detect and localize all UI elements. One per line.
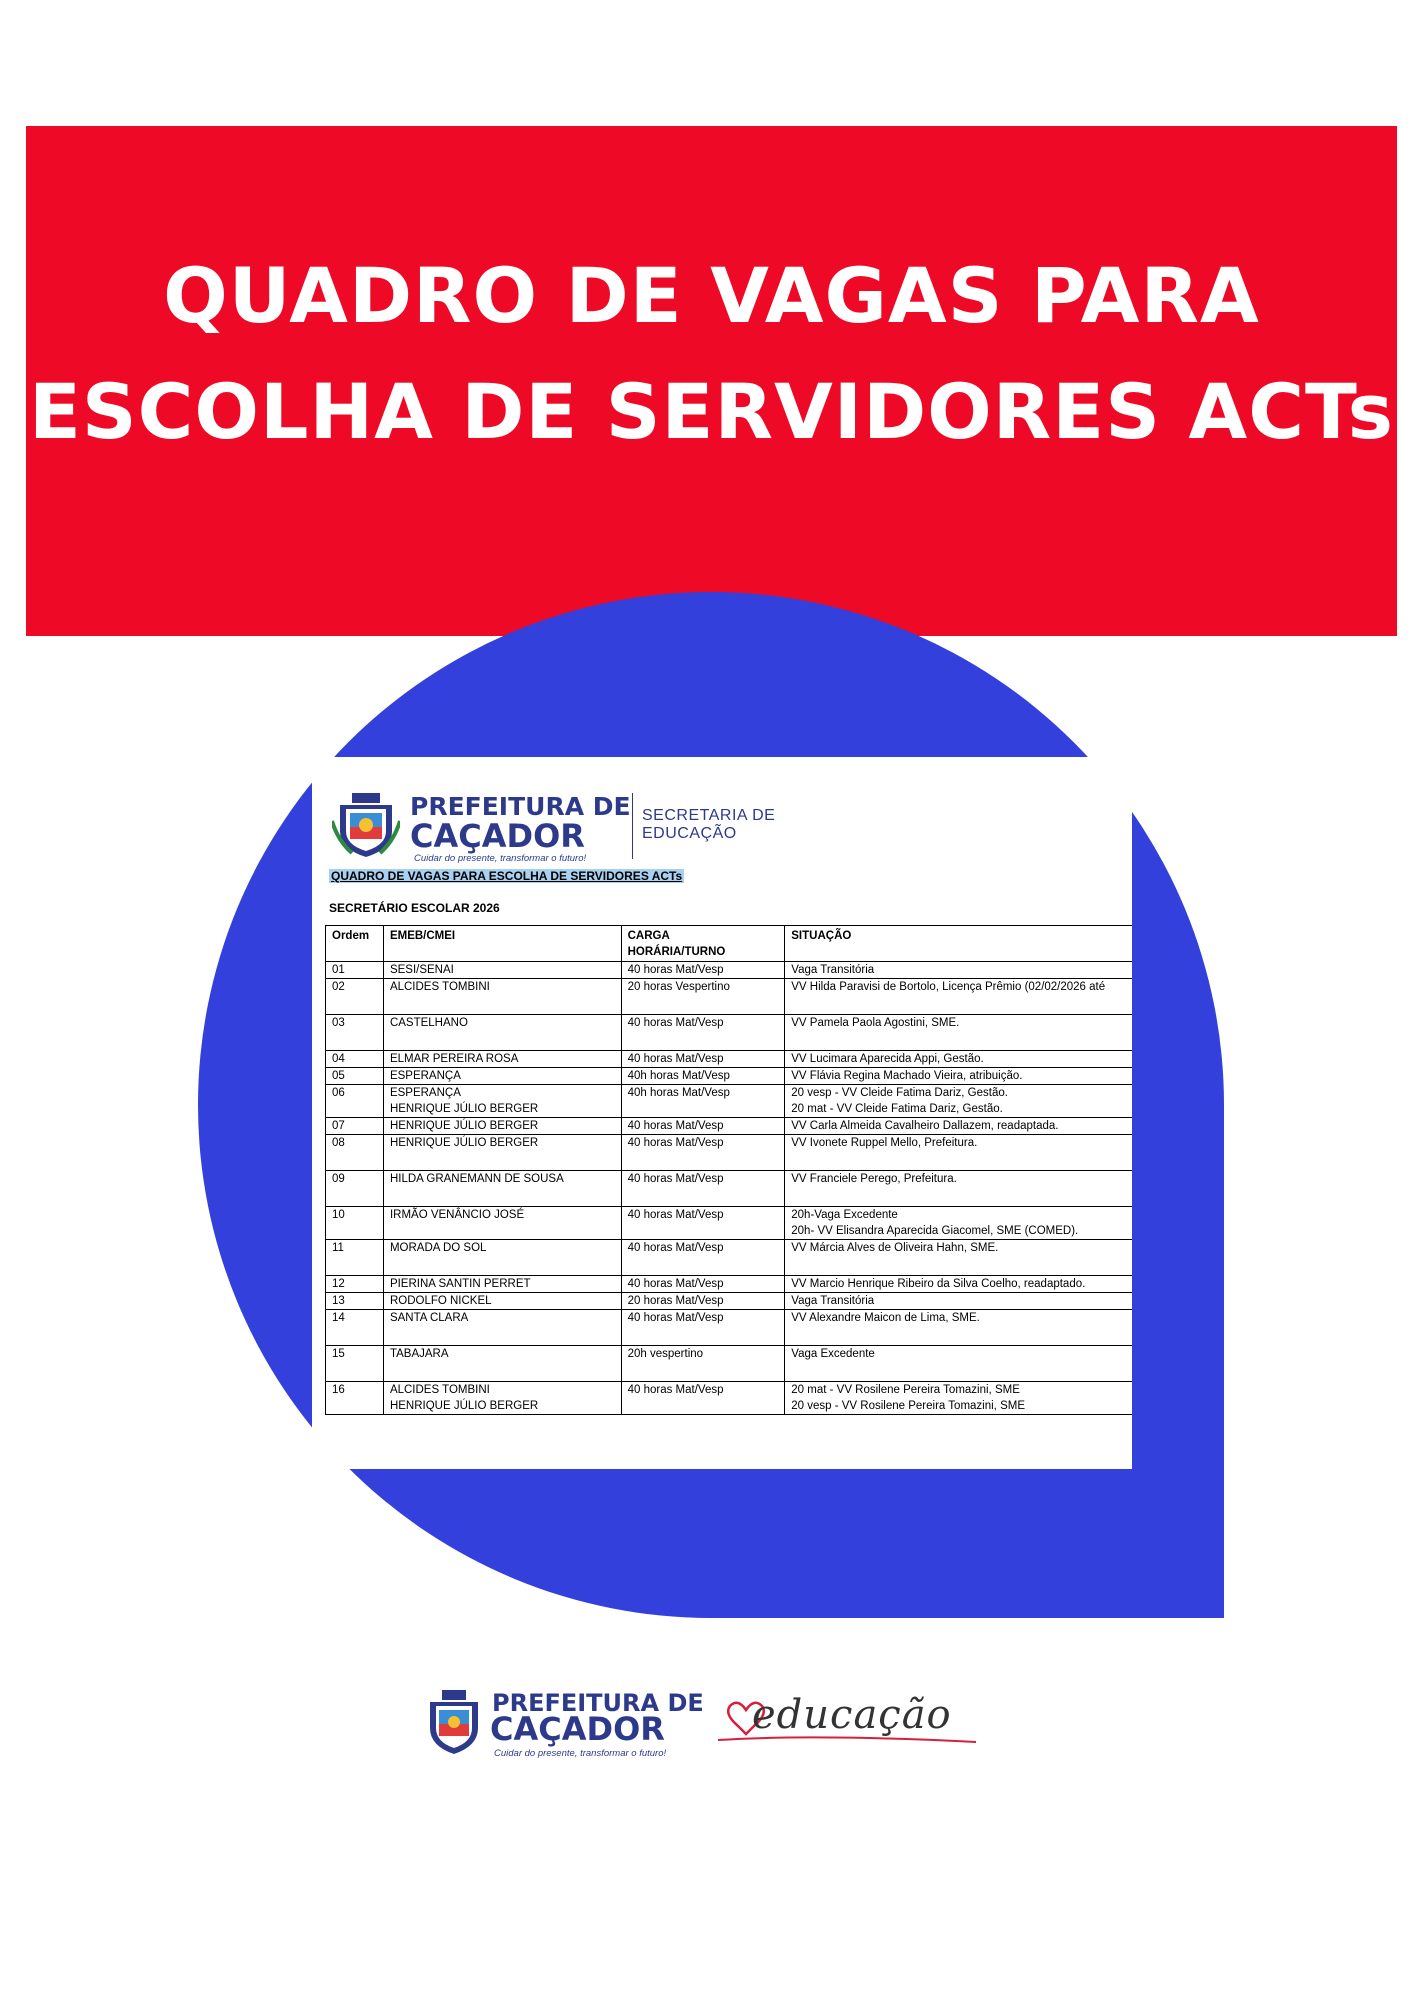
cell-situacao-line: 20 vesp - VV Cleide Fatima Dariz, Gestão. — [791, 1087, 1008, 1099]
secretaria-line2: EDUCAÇÃO — [642, 825, 737, 842]
cell-escola — [383, 1310, 621, 1346]
cell-situacao — [785, 1171, 1132, 1207]
cell-escola — [383, 962, 621, 979]
cell-situacao-line: 20h-Vaga Excedente — [791, 1209, 898, 1221]
footer-prefeitura-logo — [424, 1688, 704, 1758]
cell-escola-line: HENRIQUE JÚLIO BERGER — [389, 1120, 539, 1132]
cell-escola-line: HENRIQUE JÚLIO BERGER — [389, 1103, 539, 1115]
cell-carga: 20 horas Mat/Vesp — [621, 1293, 785, 1310]
table-row — [326, 1207, 1133, 1240]
cell-situacao — [785, 1382, 1132, 1415]
cell-escola — [383, 1171, 621, 1207]
cell-situacao-line: VV Lucimara Aparecida Appi, Gestão. — [791, 1053, 984, 1065]
cell-escola-line: PIERINA SANTIN PERRET — [389, 1278, 531, 1290]
table-row — [326, 962, 1133, 979]
footer-brand-line1: PREFEITURA DE — [492, 1689, 704, 1717]
table-row — [326, 1171, 1133, 1207]
cell-escola-line: HENRIQUE JÚLIO BERGER — [389, 1400, 539, 1412]
cell-escola-line: ELMAR PEREIRA ROSA — [389, 1053, 519, 1065]
cell-ordem: 04 — [326, 1051, 384, 1068]
cell-situacao-line: VV Márcia Alves de Oliveira Hahn, SME. — [791, 1242, 999, 1254]
cell-ordem: 15 — [326, 1346, 384, 1382]
banner-title — [26, 238, 1397, 470]
cell-situacao-line: VV Ivonete Ruppel Mello, Prefeitura. — [791, 1137, 978, 1149]
cell-situacao-line: VV Alexandre Maicon de Lima, SME. — [791, 1312, 980, 1324]
cell-escola-line: SANTA CLARA — [389, 1312, 469, 1324]
secretaria-label — [642, 807, 775, 843]
cell-situacao-line: VV Marcio Henrique Ribeiro da Silva Coelho, readaptado. — [791, 1278, 1086, 1290]
cell-situacao — [785, 1015, 1132, 1051]
cell-situacao — [785, 1346, 1132, 1382]
cell-ordem: 11 — [326, 1240, 384, 1276]
cell-escola — [383, 1240, 621, 1276]
educacao-text: educação — [752, 1692, 952, 1738]
cell-ordem: 10 — [326, 1207, 384, 1240]
cell-situacao-line: 20 vesp - VV Rosilene Pereira Tomazini, SME — [791, 1400, 1025, 1412]
cell-carga: 40 horas Mat/Vesp — [621, 962, 785, 979]
cell-situacao-line: 20h- VV Elisandra Aparecida Giacomel, SME (COMED). — [791, 1225, 1079, 1237]
table-row — [326, 1085, 1133, 1118]
cell-escola — [383, 1276, 621, 1293]
cell-carga: 20 horas Vespertino — [621, 979, 785, 1015]
table-row — [326, 1051, 1133, 1068]
cell-ordem: 06 — [326, 1085, 384, 1118]
header-situacao: SITUAÇÃO — [785, 926, 1132, 962]
cell-carga: 40 horas Mat/Vesp — [621, 1015, 785, 1051]
cell-escola-line: TABAJARA — [389, 1348, 449, 1360]
header-carga — [621, 926, 785, 962]
cell-situacao — [785, 1068, 1132, 1085]
table-row — [326, 1240, 1133, 1276]
cell-escola — [383, 1346, 621, 1382]
cell-carga: 40 horas Mat/Vesp — [621, 1118, 785, 1135]
cell-carga: 40 horas Mat/Vesp — [621, 1382, 785, 1415]
cell-escola-line: ESPERANÇA — [389, 1070, 461, 1082]
cell-escola — [383, 1382, 621, 1415]
cell-situacao-line: VV Pamela Paola Agostini, SME. — [791, 1017, 960, 1029]
secretaria-line1: SECRETARIA DE — [642, 807, 776, 824]
cell-ordem: 01 — [326, 962, 384, 979]
cell-ordem: 08 — [326, 1135, 384, 1171]
cell-situacao — [785, 1051, 1132, 1068]
cell-ordem: 03 — [326, 1015, 384, 1051]
cell-situacao-line: Vaga Transitória — [791, 1295, 875, 1307]
cell-escola — [383, 1118, 621, 1135]
brand-name-line1: PREFEITURA DE — [410, 792, 631, 821]
cell-ordem: 12 — [326, 1276, 384, 1293]
cell-escola-line: IRMÃO VENÂNCIO JOSÉ — [389, 1209, 525, 1221]
cell-escola-line: RODOLFO NICKEL — [389, 1295, 492, 1307]
cell-situacao — [785, 1118, 1132, 1135]
cell-situacao-line: VV Franciele Perego, Prefeitura. — [791, 1173, 957, 1185]
footer-slogan: Cuidar do presente, transformar o futuro! — [494, 1748, 667, 1759]
cell-ordem: 05 — [326, 1068, 384, 1085]
header-carga-line1: CARGA — [627, 930, 670, 942]
brand-name-line2: CAÇADOR — [410, 817, 585, 855]
brand-slogan: Cuidar do presente, transformar o futuro! — [414, 853, 587, 864]
footer-brand-line2: CAÇADOR — [490, 1710, 665, 1748]
header-carga-line2: HORÁRIA/TURNO — [627, 946, 726, 958]
cell-carga: 40h horas Mat/Vesp — [621, 1085, 785, 1118]
cell-situacao-line: VV Carla Almeida Cavalheiro Dallazem, readaptada. — [791, 1120, 1059, 1132]
table-header-row — [326, 926, 1133, 962]
vacancy-table — [325, 925, 1132, 1415]
cell-carga: 40 horas Mat/Vesp — [621, 1240, 785, 1276]
table-row — [326, 1276, 1133, 1293]
document-header — [332, 789, 832, 863]
cell-ordem: 16 — [326, 1382, 384, 1415]
cell-escola — [383, 1207, 621, 1240]
cell-situacao-line: Vaga Transitória — [791, 964, 875, 976]
cell-escola-line: ESPERANÇA — [389, 1087, 461, 1099]
cell-situacao-line: VV Hilda Paravisi de Bortolo, Licença Prêmio (02/02/2026 até — [791, 981, 1106, 993]
header-escola: EMEB/CMEI — [383, 926, 621, 962]
cell-situacao — [785, 1310, 1132, 1346]
cell-escola — [383, 1135, 621, 1171]
footer-crest-icon — [424, 1688, 484, 1756]
cell-carga: 40 horas Mat/Vesp — [621, 1276, 785, 1293]
cell-escola-line: ALCIDES TOMBINI — [389, 981, 490, 993]
table-body — [326, 962, 1133, 1415]
cell-escola-line: ALCIDES TOMBINI — [389, 1384, 490, 1396]
cell-carga: 40h horas Mat/Vesp — [621, 1068, 785, 1085]
cell-situacao — [785, 962, 1132, 979]
document-subtitle: SECRETÁRIO ESCOLAR 2026 — [329, 901, 500, 915]
cell-carga: 20h vespertino — [621, 1346, 785, 1382]
table-row — [326, 1346, 1133, 1382]
cell-ordem: 07 — [326, 1118, 384, 1135]
cell-escola — [383, 1085, 621, 1118]
cell-ordem: 13 — [326, 1293, 384, 1310]
cell-ordem: 09 — [326, 1171, 384, 1207]
cell-situacao-line: VV Flávia Regina Machado Vieira, atribuição. — [791, 1070, 1023, 1082]
header-ordem: Ordem — [326, 926, 384, 962]
table-row — [326, 1068, 1133, 1085]
cell-carga: 40 horas Mat/Vesp — [621, 1171, 785, 1207]
cell-situacao-line: 20 mat - VV Rosilene Pereira Tomazini, SME — [791, 1384, 1020, 1396]
cell-carga: 40 horas Mat/Vesp — [621, 1135, 785, 1171]
cell-situacao-line: 20 mat - VV Cleide Fatima Dariz, Gestão. — [791, 1103, 1003, 1115]
cell-ordem: 14 — [326, 1310, 384, 1346]
cell-escola — [383, 979, 621, 1015]
brand-divider — [632, 793, 633, 859]
cell-escola-line: MORADA DO SOL — [389, 1242, 487, 1254]
table-row — [326, 1135, 1133, 1171]
table-row — [326, 1293, 1133, 1310]
banner-title-line1: QUADRO DE VAGAS PARA — [163, 251, 1260, 340]
cell-situacao — [785, 1085, 1132, 1118]
cell-escola-line: HILDA GRANEMANN DE SOUSA — [389, 1173, 564, 1185]
document-title: QUADRO DE VAGAS PARA ESCOLHA DE SERVIDORES ACTs — [331, 869, 683, 883]
cell-escola — [383, 1068, 621, 1085]
cell-ordem: 02 — [326, 979, 384, 1015]
cell-carga: 40 horas Mat/Vesp — [621, 1051, 785, 1068]
municipal-crest-icon — [332, 791, 400, 859]
cell-escola-line: CASTELHANO — [389, 1017, 468, 1029]
table-row — [326, 1382, 1133, 1415]
banner-title-line2: ESCOLHA DE SERVIDORES ACTs — [29, 367, 1394, 456]
document-scan — [312, 757, 1132, 1469]
cell-situacao — [785, 1207, 1132, 1240]
cell-escola — [383, 1015, 621, 1051]
cell-situacao — [785, 1135, 1132, 1171]
educacao-logo — [716, 1690, 996, 1750]
cell-escola-line: HENRIQUE JÚLIO BERGER — [389, 1137, 539, 1149]
table-row — [326, 1310, 1133, 1346]
cell-escola-line: SESI/SENAI — [389, 964, 454, 976]
table-row — [326, 1118, 1133, 1135]
cell-situacao — [785, 1293, 1132, 1310]
cell-situacao-line: Vaga Excedente — [791, 1348, 875, 1360]
cell-situacao — [785, 979, 1132, 1015]
cell-escola — [383, 1051, 621, 1068]
table-row — [326, 1015, 1133, 1051]
cell-situacao — [785, 1240, 1132, 1276]
table-row — [326, 979, 1133, 1015]
cell-situacao — [785, 1276, 1132, 1293]
cell-escola — [383, 1293, 621, 1310]
cell-carga: 40 horas Mat/Vesp — [621, 1310, 785, 1346]
cell-carga: 40 horas Mat/Vesp — [621, 1207, 785, 1240]
